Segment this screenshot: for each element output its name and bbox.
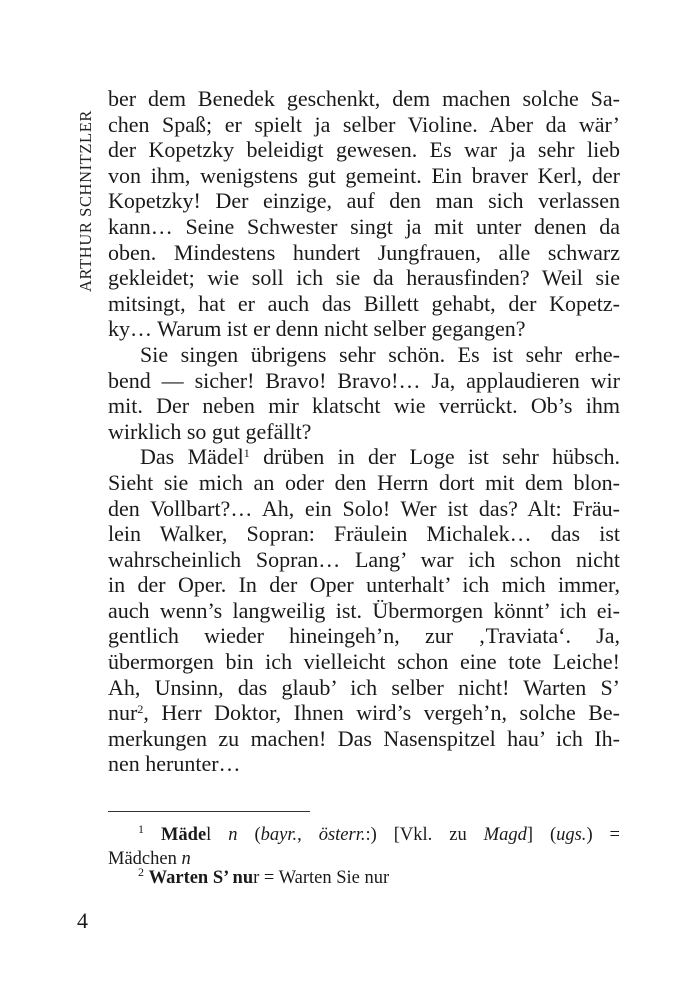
- line-text: mit. Der neben mir klatscht wie verrückt. Ob’s ihm: [108, 393, 620, 419]
- line-text: von ihm, wenigstens gut gemeint. Ein braver Kerl, der: [108, 162, 620, 188]
- line-text: Sie singen übrigens sehr schön. Es ist sehr erhe-: [140, 341, 620, 367]
- running-head: ARTHUR SCHNITZLER: [76, 110, 95, 292]
- footnote-ref: 2: [137, 702, 144, 717]
- text-line: [108, 368, 620, 394]
- text-line: [108, 214, 620, 240]
- footnote-number: 1: [138, 822, 144, 836]
- text-line: [108, 751, 620, 777]
- page-number: 4: [77, 908, 88, 933]
- line-text: merkungen zu machen! Das Nasenspitzel hau’ ich Ih-: [108, 725, 620, 751]
- line-text: chen Spaß; er spielt ja selber Violine. Aber da wär’: [108, 111, 620, 137]
- footnote-1: [108, 823, 620, 871]
- footnote-italic: ugs.: [556, 825, 587, 845]
- line-text: drüben in der Loge ist sehr hübsch.: [249, 444, 620, 470]
- line-text: nen herunter…: [108, 751, 241, 777]
- footnote-italic: n: [228, 825, 238, 845]
- text-line: [108, 86, 620, 112]
- line-text: wahrscheinlich Sopran… Lang’ war ich schon nicht: [108, 546, 620, 572]
- line-text: auch wenn’s langweilig ist. Übermorgen könnt’ ich ei-: [108, 597, 620, 623]
- text-line: [108, 598, 620, 624]
- line-text: Ah, Unsinn, das glaub’ ich selber nicht! Warten S’: [108, 674, 620, 700]
- text-line: [108, 419, 620, 445]
- footnote-text: Mädchen: [108, 849, 182, 869]
- line-text: Das Mädel: [140, 444, 244, 470]
- body-text: [108, 86, 620, 777]
- footnote-term: Warten S’ nu: [148, 868, 254, 888]
- text-line: [108, 393, 620, 419]
- line-text: Sieht sie mich an oder den Herrn dort mit dem blon-: [108, 469, 620, 495]
- text-line: [108, 470, 620, 496]
- line-text: den Vollbart?… Ah, ein Solo! Wer ist das? Alt: Fräu-: [108, 495, 620, 521]
- line-text: nur: [108, 700, 138, 726]
- footnote-text: l: [206, 825, 229, 845]
- text-line: [108, 726, 620, 752]
- line-text: , Herr Doktor, Ihnen wird’s vergeh’n, solche Be-: [143, 700, 620, 726]
- text-line: [108, 649, 620, 675]
- text-line: [108, 521, 620, 547]
- text-line: [108, 291, 620, 317]
- footnote-text: ,: [297, 825, 319, 845]
- line-text: lein Walker, Sopran: Fräulein Michalek… das ist: [108, 521, 620, 547]
- text-line: [108, 342, 620, 368]
- line-text: mitsingt, hat er auch das Billett gehabt, der Kopetz-: [108, 290, 620, 316]
- text-line: [108, 163, 620, 189]
- footnote-number: 2: [138, 865, 144, 879]
- text-line: [108, 188, 620, 214]
- text-line: [108, 316, 620, 342]
- footnote-2: [108, 866, 620, 890]
- footnote-term: Mäde: [160, 825, 207, 845]
- text-line: [108, 240, 620, 266]
- footnote-divider: [108, 811, 310, 812]
- line-text: ky… Warum ist er denn nicht selber gegangen?: [108, 316, 526, 342]
- text-line: [108, 623, 620, 649]
- text-line: [108, 496, 620, 522]
- text-line: [108, 572, 620, 598]
- footnote-italic: bayr.: [260, 825, 298, 845]
- line-text: gentlich wieder hineingeh’n, zur ‚Traviata‘. Ja,: [108, 623, 620, 649]
- line-text: übermorgen bin ich vielleicht schon eine tote Leiche!: [108, 649, 620, 675]
- text-line: [108, 675, 620, 701]
- line-text: in der Oper. In der Oper unterhalt’ ich mich immer,: [108, 572, 620, 598]
- text-line: [108, 700, 620, 726]
- line-text: Kopetzky! Der einzige, auf den man sich verlassen: [108, 188, 620, 214]
- text-line: [108, 265, 620, 291]
- text-line: [108, 112, 620, 138]
- line-text: kann… Seine Schwester singt ja mit unter denen da: [108, 213, 620, 239]
- text-line: [108, 444, 620, 470]
- footnote-ref: 1: [243, 446, 250, 461]
- line-text: der Kopetzky beleidigt gewesen. Es war ja sehr lieb: [108, 137, 620, 163]
- text-line: [108, 547, 620, 573]
- line-text: gekleidet; wie soll ich sie da herausfinden? Weil sie: [108, 265, 620, 291]
- footnote-italic: österr.: [318, 825, 366, 845]
- line-text: oben. Mindestens hundert Jungfrauen, alle schwarz: [108, 239, 620, 265]
- text-line: [108, 137, 620, 163]
- footnote-text: ] (: [526, 825, 557, 845]
- line-text: wirklich so gut gefällt?: [108, 418, 312, 444]
- footnote-italic: n: [181, 849, 191, 869]
- footnote-text: ) =: [586, 825, 620, 845]
- footnote-italic: Magd: [483, 825, 527, 845]
- line-text: ber dem Benedek geschenkt, dem machen solche Sa-: [108, 86, 620, 111]
- footnote-text: r = Warten Sie nur: [253, 868, 390, 888]
- line-text: bend — sicher! Bravo! Bravo!… Ja, applaudieren wir: [108, 367, 620, 393]
- footnote-text: (: [237, 825, 261, 845]
- footnote-text: :) [Vkl. zu: [365, 825, 484, 845]
